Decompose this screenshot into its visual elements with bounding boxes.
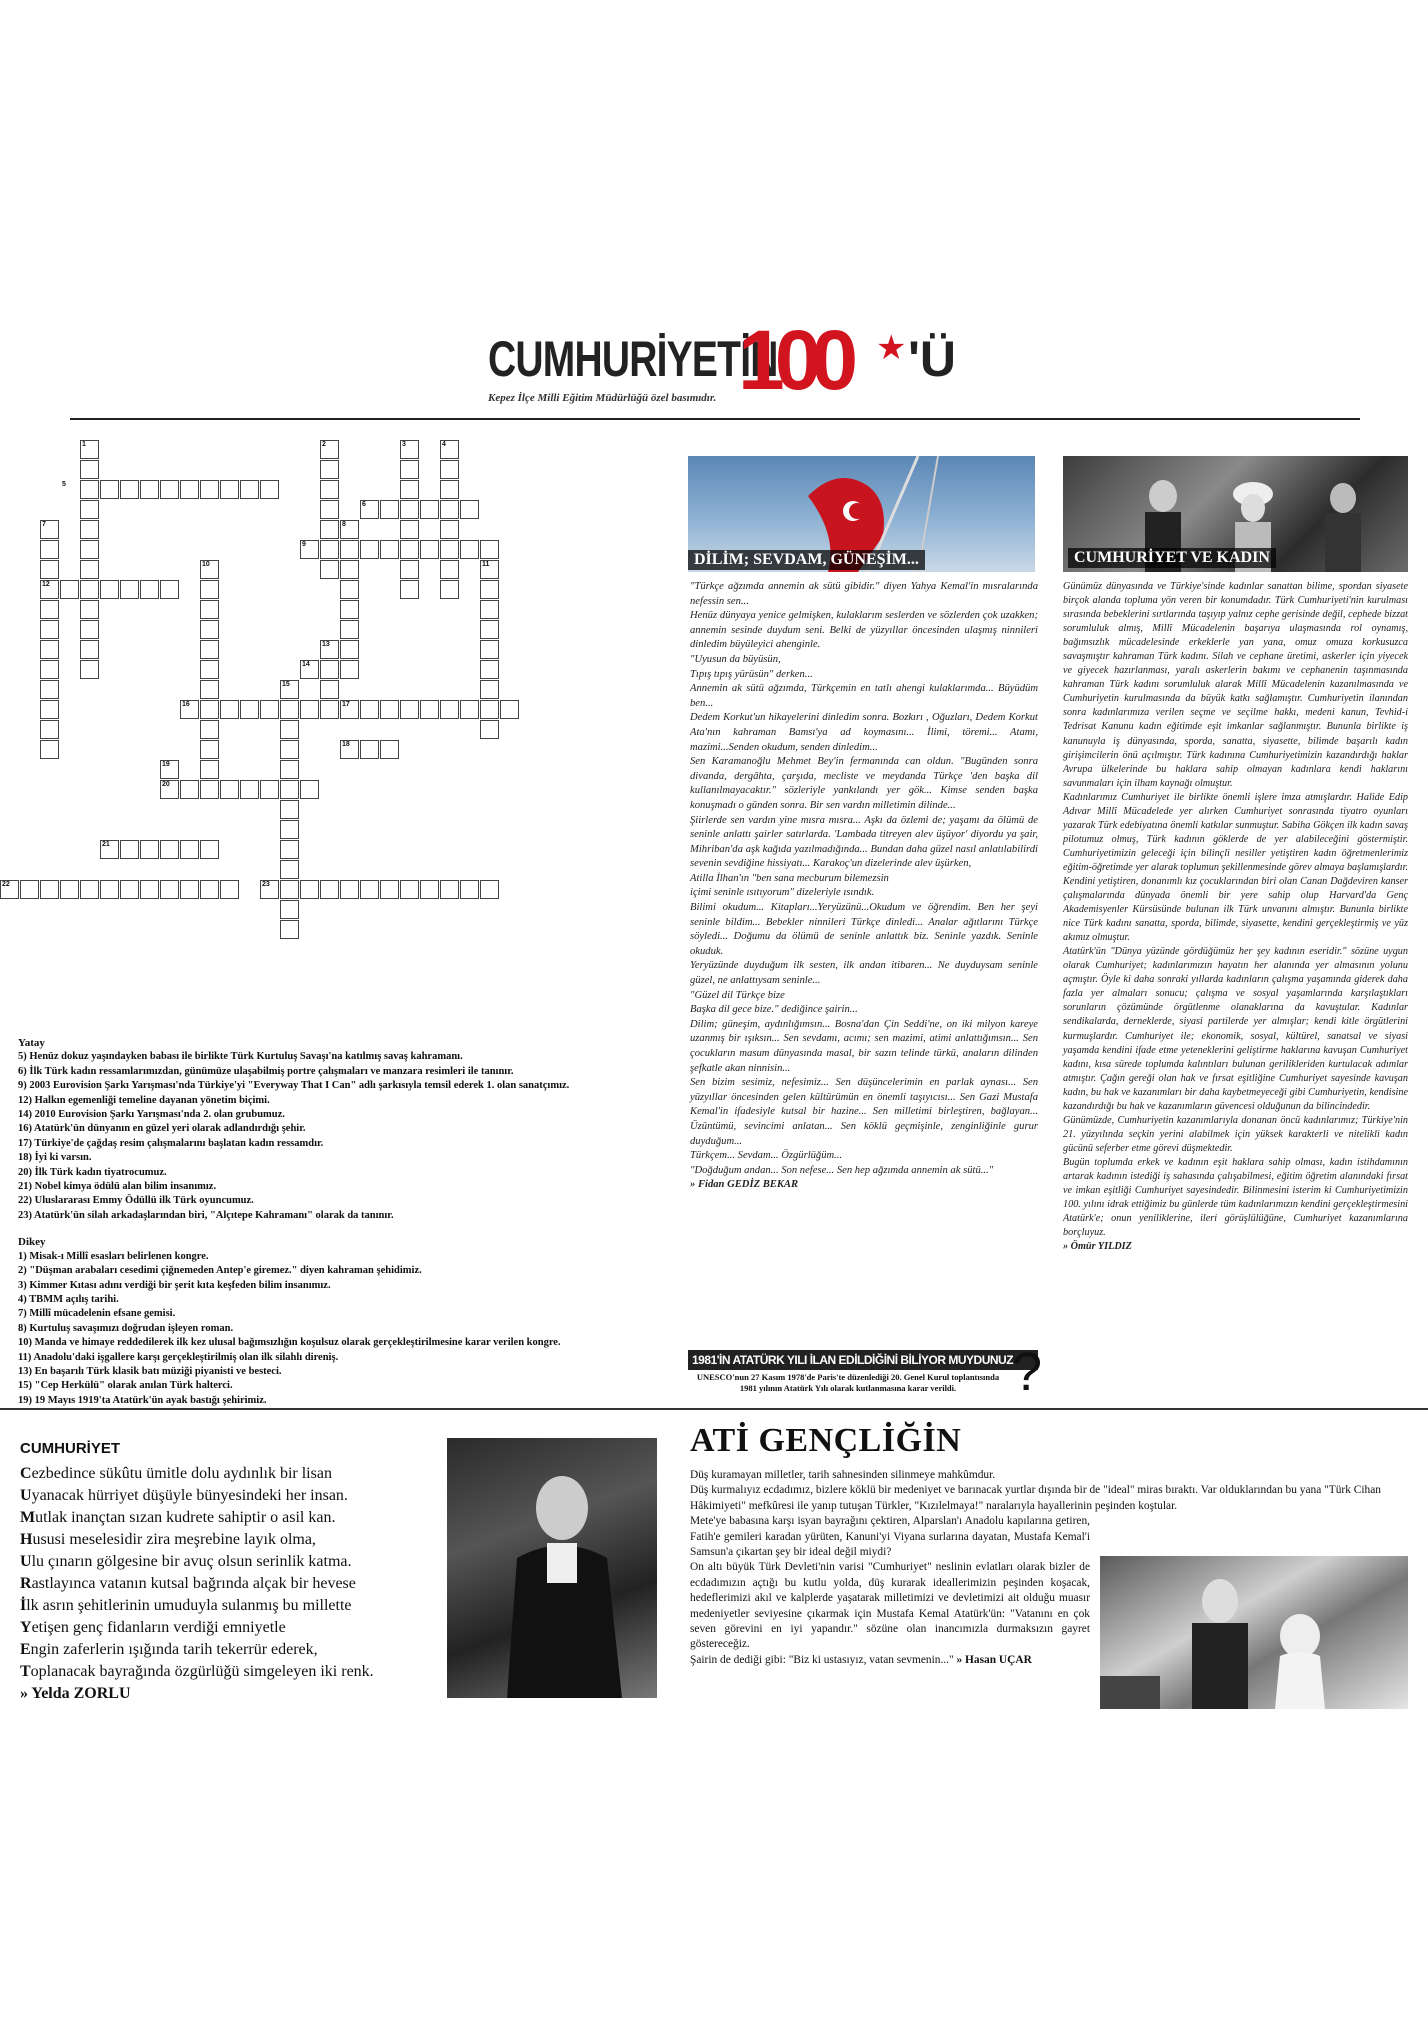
crossword-cell[interactable] bbox=[280, 840, 299, 859]
crossword-cell[interactable] bbox=[80, 880, 99, 899]
ataturk-speech-photo bbox=[447, 1438, 657, 1698]
clue-item: 11) Anadolu'daki işgallere karşı gerçekleştirilmiş olan ilk silahlı direniş. bbox=[18, 1351, 339, 1363]
crossword-cell[interactable] bbox=[340, 580, 359, 599]
crossword-cell[interactable] bbox=[260, 480, 279, 499]
poem-line bbox=[20, 1507, 374, 1529]
clue-number: 7 bbox=[42, 521, 46, 528]
crossword-cell[interactable] bbox=[380, 540, 399, 559]
article-paragraph: Dilim; güneşim, aydınlığımsın... Bosna'dan Çin Seddi'ne, on iki milyon kareye uzanmış bir ışıksın... Sen sevdamı, acımı; sen mazimi, atimi anlattığımsın... Sen çocukların masum dünyasında masal, bir sazın telinde türkü, anaların dilinden şefkatle akan ninnisin... bbox=[690, 1018, 1038, 1074]
crossword-cell[interactable] bbox=[120, 480, 139, 499]
article-paragraph: Günümüzde, Cumhuriyetin kazanımlarıyla donanan öncü kadınlarımız; Türkiye'nin 21. yüzyılında seçkin yerini alabilmek için yüksek karakterli ve nitelikli kadın gücünü seferber etme görevi düşmektedir. bbox=[1063, 1114, 1408, 1154]
crossword-cell[interactable] bbox=[320, 520, 339, 539]
crossword-cell[interactable] bbox=[40, 880, 59, 899]
crossword-cell[interactable] bbox=[440, 700, 459, 719]
clue-number: 8 bbox=[342, 521, 346, 528]
article-kadin-body bbox=[1063, 580, 1408, 1254]
crossword-cell[interactable] bbox=[180, 780, 199, 799]
poem-body bbox=[20, 1463, 374, 1705]
poem-line bbox=[20, 1529, 374, 1551]
clue-number: 14 bbox=[302, 661, 310, 668]
clue-number: 13 bbox=[322, 641, 330, 648]
clue-number: 17 bbox=[342, 701, 350, 708]
crossword-cell[interactable] bbox=[140, 580, 159, 599]
crossword-cell[interactable] bbox=[340, 660, 359, 679]
poem-initial: Y bbox=[20, 1619, 32, 1636]
crossword-cell[interactable] bbox=[320, 480, 339, 499]
ati-signature: » Hasan UÇAR bbox=[956, 1653, 1032, 1666]
poem-line-text: ususi meselesidir zira meşrebine layık olma, bbox=[32, 1531, 316, 1548]
poem-initial: U bbox=[20, 1553, 32, 1570]
clue-number: 20 bbox=[162, 781, 170, 788]
crossword-cell[interactable] bbox=[40, 720, 59, 739]
crossword-cell[interactable] bbox=[400, 580, 419, 599]
crossword-cell[interactable] bbox=[240, 480, 259, 499]
crossword-cell[interactable] bbox=[280, 800, 299, 819]
clue-number: 19 bbox=[162, 761, 170, 768]
crossword-cell[interactable] bbox=[280, 880, 299, 899]
clue-item: 10) Manda ve himaye reddedilerek ilk kez ulusal bağımsızlığın koşulsuz olarak gerçekleştirilmesine karar verilen kongre. bbox=[18, 1337, 561, 1349]
crossword-cell[interactable] bbox=[120, 880, 139, 899]
crossword-cell[interactable] bbox=[280, 700, 299, 719]
article-dil-body bbox=[690, 580, 1038, 1193]
article-paragraph: "Uyusun da büyüsün, bbox=[690, 653, 781, 665]
crossword-cell[interactable] bbox=[440, 560, 459, 579]
crossword-cell[interactable] bbox=[120, 580, 139, 599]
section-divider bbox=[0, 1408, 1428, 1410]
article-paragraph: Atilla İlhan'ın "ben sana mecburum bilemezsin bbox=[690, 872, 889, 884]
clue-number: 5 bbox=[62, 481, 66, 488]
crossword-cell[interactable] bbox=[360, 880, 379, 899]
poem-line-text: utlak inançtan sızan kudrete sahiptir o asil kan. bbox=[35, 1509, 336, 1526]
crossword-cell[interactable] bbox=[180, 880, 199, 899]
article-signature: » Ömür YILDIZ bbox=[1063, 1241, 1132, 1253]
crossword-cell[interactable] bbox=[320, 540, 339, 559]
article-paragraph: "Güzel dil Türkçe bize bbox=[690, 989, 785, 1001]
crossword-cell[interactable] bbox=[320, 660, 339, 679]
poem-initial: E bbox=[20, 1641, 31, 1658]
crossword-cell[interactable] bbox=[280, 780, 299, 799]
crossword-cell[interactable] bbox=[200, 840, 219, 859]
crossword-cell[interactable] bbox=[40, 740, 59, 759]
crossword-cell[interactable] bbox=[480, 700, 499, 719]
article-kadin-caption: CUMHURİYET VE KADIN bbox=[1068, 548, 1276, 568]
poem-line-text: lu çınarın gölgesine bir avuç olsun serinlik katma. bbox=[31, 1553, 352, 1570]
crossword-cell[interactable] bbox=[40, 680, 59, 699]
crossword-cell[interactable] bbox=[280, 920, 299, 939]
crossword-cell[interactable] bbox=[20, 880, 39, 899]
unesco-text: UNESCO'nun 27 Kasım 1978'de Paris'te düzenlediği 20. Genel Kurul toplantısında 1981 yılının Atatürk Yılı olarak kutlanmasına karar verildi. bbox=[696, 1372, 1000, 1393]
crossword-cell[interactable] bbox=[400, 500, 419, 519]
crossword-cell[interactable] bbox=[320, 460, 339, 479]
ataturk-children-photo bbox=[1100, 1556, 1408, 1709]
crossword-cell[interactable] bbox=[40, 660, 59, 679]
crossword-cell[interactable] bbox=[60, 880, 79, 899]
crossword-cell[interactable] bbox=[400, 460, 419, 479]
crossword-cell[interactable] bbox=[480, 880, 499, 899]
article-paragraph: "Doğduğum andan... Son nefese... Sen hep ağzımda annemin ak sütü..." bbox=[690, 1164, 994, 1176]
ati-paragraph: Düş kuramayan milletler, tarih sahnesinden silinmeye mahkûmdur. bbox=[690, 1469, 996, 1481]
clue-number: 18 bbox=[342, 741, 350, 748]
clue-item: 16) Atatürk'ün dünyanın en güzel yeri olarak adlandırdığı şehir. bbox=[18, 1123, 306, 1135]
article-paragraph: Şiirlerde sen vardın yine mısra mısra... Aşkı da özlemi de; yaşamı da ölümü de seninle anlattı şairler satırlarda. 'Lambada titreyen alev üşüyor' diyordu ya şair, Mihriban'da aşk kağıda yazılmadığında... Bundan daha güzel nasıl anlatılabilirdi sevenin sevdiğine hissiyatı... Karakoç'un dizelerinde alev üşürken, bbox=[690, 814, 1038, 870]
clue-number: 2 bbox=[322, 441, 326, 448]
article-paragraph: Tıpış tıpış yürüsün" derken... bbox=[690, 668, 813, 680]
crossword-cell[interactable] bbox=[220, 780, 239, 799]
crossword-cell[interactable] bbox=[200, 780, 219, 799]
crossword-cell[interactable] bbox=[480, 540, 499, 559]
crossword-cell[interactable] bbox=[200, 740, 219, 759]
clue-number: 12 bbox=[42, 581, 50, 588]
masthead-title: CUMHURİYETİN bbox=[488, 331, 778, 387]
crossword-cell[interactable] bbox=[280, 820, 299, 839]
crossword-cell[interactable] bbox=[180, 480, 199, 499]
crossword-cell[interactable] bbox=[340, 620, 359, 639]
crossword-cell[interactable] bbox=[300, 780, 319, 799]
poem-line-text: yanacak hürriyet düşüyle bünyesindeki her insan. bbox=[31, 1487, 348, 1504]
poem-line bbox=[20, 1463, 374, 1485]
crossword-cell[interactable] bbox=[200, 640, 219, 659]
crossword-cell[interactable] bbox=[260, 780, 279, 799]
crossword-cell[interactable] bbox=[100, 880, 119, 899]
crossword-cell[interactable] bbox=[140, 840, 159, 859]
crossword-cell[interactable] bbox=[340, 560, 359, 579]
clue-item: 1) Misak-ı Millî esasları belirlenen kongre. bbox=[18, 1250, 209, 1262]
crossword-cell[interactable] bbox=[320, 560, 339, 579]
crossword-cell[interactable] bbox=[280, 860, 299, 879]
poem-line-text: etişen genç fidanların verdiği emniyetle bbox=[31, 1619, 286, 1636]
crossword-cell[interactable] bbox=[440, 460, 459, 479]
crossword-cell[interactable] bbox=[320, 500, 339, 519]
crossword-cell[interactable] bbox=[80, 560, 99, 579]
crossword-cell[interactable] bbox=[320, 880, 339, 899]
poem-initial: H bbox=[20, 1531, 33, 1548]
crossword-cell[interactable] bbox=[200, 720, 219, 739]
crossword-cell[interactable] bbox=[180, 840, 199, 859]
clue-item: 23) Atatürk'ün silah arkadaşlarından biri, "Alçıtepe Kahramanı" olarak da tanınır. bbox=[18, 1209, 394, 1221]
clue-number: 11 bbox=[482, 561, 490, 568]
crossword-cell[interactable] bbox=[360, 700, 379, 719]
clue-number: 16 bbox=[182, 701, 190, 708]
article-paragraph: Başka dil gece bize." dediğince şairin... bbox=[690, 1004, 858, 1016]
clue-item: 6) İlk Türk kadın ressamlarımızdan, günümüze ulaşabilmiş portre çalışmaları ve manzara resimleri ile tanınır. bbox=[18, 1065, 514, 1077]
crossword-cell[interactable] bbox=[460, 880, 479, 899]
crossword-cell[interactable] bbox=[480, 580, 499, 599]
crossword-cell[interactable] bbox=[400, 540, 419, 559]
crossword-cell[interactable] bbox=[80, 640, 99, 659]
crossword-cell[interactable] bbox=[200, 700, 219, 719]
crossword-cell[interactable] bbox=[200, 880, 219, 899]
article-paragraph: Atatürk'ün "Dünya yüzünde gördüğümüz her şey kadının eseridir." sözüne uygun olarak Cumhuriyet; kadınlarımızın hayatın her alanında yer almasının yolunu açmıştır. Öyle ki daha sonraki yıllarda kadınların çalışma yaşamında giderek daha fazla yer almaları sonucu; çalışma ve sosyal yaşamlarında karşılaştıkları sorunların çözümünde örgütlenme olanaklarına da kavuştular. Kadınlar sendikalarda, derneklerde, siyasi partilerde yer almışlar; kendi kitle örgütlerini kurmuşlardır. Cumhuriyet ile; ekonomik, sosyal, kültürel, sanatsal ve siyasi yaşamda kendini ifade etme yeteneklerini geliştirme haklarına kavuşan Cumhuriyet kadını, kısa sürede toplumda kalıntıları bulunan gerilikleriden kurtulacak adımlar atmıştır. Çağın gereği olan hak ve fırsat eşitliğine Cumhuriyet sayesinde kavuşan kadın, bu hak ve kazanımları bir daha kaybetmeyeceği gibi Cumhuriyetin, kendisine kazandırdığı bu hak ve kazanımların güvencesi olduğunun da bilincindedir. bbox=[1063, 946, 1408, 1112]
clue-item: 12) Halkın egemenliği temeline dayanan yönetim biçimi. bbox=[18, 1094, 270, 1106]
crossword-cell[interactable] bbox=[480, 680, 499, 699]
poem-line-text: astlayınca vatanın kutsal bağrında alçak bir hevese bbox=[31, 1575, 356, 1592]
crossword-cell[interactable] bbox=[200, 620, 219, 639]
crossword-cell[interactable] bbox=[460, 500, 479, 519]
crossword-cell[interactable] bbox=[200, 660, 219, 679]
ati-paragraph: Mete'ye babasına karşı isyan bayrağını çektiren, Alparslan'ı Anadolu kapılarına getiren, Fatih'e gemileri karadan yürüten, Kanuni'yi Viyana surlarına dayatan, Mustafa Kemal'i Samsun'a çıkartan şey bir ideal değil miydi? bbox=[690, 1515, 1090, 1559]
crossword-grid bbox=[0, 440, 680, 1030]
crossword-cell[interactable] bbox=[40, 640, 59, 659]
crossword-cell[interactable] bbox=[460, 700, 479, 719]
crossword-cell[interactable] bbox=[380, 880, 399, 899]
crossword-cell[interactable] bbox=[320, 680, 339, 699]
poem-line bbox=[20, 1661, 374, 1683]
article-paragraph: Sen bizim sesimiz, nefesimiz... Sen düşüncelerimin en parlak aynası... Sen yüzyıllar öncesinden gelen kültürümün en önemli taşıyıcısı... Sen Gazi Mustafa Kemal'in ifadesiyle kutsal bir hazine... Sen milletimi birleştiren, bağlayan... Üzüntümü, sevincimi anlatan... Sen köklü geçmişinle, zenginliğinle gurur duyduğum... bbox=[690, 1077, 1038, 1147]
ati-paragraph: Düş kurmalıyız ecdadımız, bizlere köklü bir medeniyet ve barınacak yurtlar dışında bir de "ideal" miras bıraktı. Var olduklarından bu yana "Türk Cihan Hâkimiyeti" mefkûresi ile yanıp tutuşan Türkler, "Kızılelmaya!" naralarıyla hayallerinin peşinden koştular. bbox=[690, 1484, 1381, 1512]
crossword-cell[interactable] bbox=[80, 520, 99, 539]
question-mark-icon: ? bbox=[1012, 1342, 1043, 1402]
crossword-cell[interactable] bbox=[320, 700, 339, 719]
crossword-cell[interactable] bbox=[480, 720, 499, 739]
clue-item: 17) Türkiye'de çağdaş resim çalışmalarını başlatan kadın ressamdır. bbox=[18, 1137, 324, 1149]
header-divider bbox=[70, 418, 1360, 420]
crossword-cell[interactable] bbox=[80, 480, 99, 499]
crossword-cell[interactable] bbox=[400, 700, 419, 719]
crossword-cell[interactable] bbox=[360, 740, 379, 759]
crossword-cell[interactable] bbox=[300, 700, 319, 719]
article-paragraph: Dedem Korkut'un hikayelerini dinledim sonra. Bozkırı , Oğuzları, Dedem Korkut Ata'nın kahraman Bamsı'ya ad koymasını... İlimi, töremi... Atamı, mazimi...Senden okudum, senden dinledim... bbox=[690, 712, 1038, 753]
clue-number: 23 bbox=[262, 881, 270, 888]
ati-paragraph: On altı büyük Türk Devleti'nin varisi "Cumhuriyet" neslinin evlatları olarak bizler de ecdadımızın açtığı bu kutlu yolda, düş kurarak ideallerimizin peşinden koşacak, hedeflerimizi akıl ve kalplerde yaşatarak milletimizi ve devletimizi ait olduğu muasır medeniyetler seviyesine çıkarmak için Mustafa Kemal Atatürk'ün: "Vatanını en çok seven görevini en iyi yapandır." sözüne olan inancımızla durmaksızın gayret göstereceğiz. bbox=[690, 1561, 1090, 1651]
clue-number: 6 bbox=[362, 501, 366, 508]
crossword-cell[interactable] bbox=[220, 880, 239, 899]
clue-item: 21) Nobel kimya ödülü alan bilim insanımız. bbox=[18, 1181, 217, 1193]
poem-signature: » Yelda ZORLU bbox=[20, 1685, 131, 1702]
article-paragraph: Bugün toplumda erkek ve kadının eşit haklara sahip olması, kadın istihdamının artarak kadının istediği iş sahasında çalışabilmesi, eğitim öğretim alanındaki fırsat ve imkan eşitliği Cumhuriyet sayesindedir. Bilinmesini isterim ki Cumhuriyetimizin 100. yılını idrak ettiğimiz bu günlerde tüm kadınlarımızın kendini gerçekleştirmesini Atatürk'e; onun yeniliklerine, ileri görüşlülüğüne, Cumhuriyet kazanımlarına borçluyuz. bbox=[1063, 1156, 1408, 1239]
article-paragraph: Türkçem... Sevdam... Özgürlüğüm... bbox=[690, 1150, 843, 1162]
unesco-banner: 1981'İN ATATÜRK YILI İLAN EDİLDİĞİNİ BİLİYOR MUYDUNUZ bbox=[688, 1350, 1038, 1370]
crossword-cell[interactable] bbox=[160, 880, 179, 899]
crossword-cell[interactable] bbox=[200, 600, 219, 619]
ati-paragraph: Şairin de dediği gibi: "Biz ki ustasıyız, vatan sevmenin..." bbox=[690, 1653, 954, 1666]
clue-item: 3) Kimmer Kıtası adını verdiği bir şerit kıta keşfeden bilim insanımız. bbox=[18, 1279, 331, 1291]
poem-line-text: ezbedince sükûtu ümitle dolu aydınlık bir lisan bbox=[31, 1465, 332, 1482]
down-heading: Dikey bbox=[18, 1236, 46, 1249]
poem-line-text: lk asrın şehitlerinin umuduyla sulanmış bu millette bbox=[26, 1597, 352, 1614]
crossword-cell[interactable] bbox=[260, 700, 279, 719]
article-paragraph: Bilimi okudum... Kitapları...Yeryüzünü...Okudum ve öğrendim. Ben her şeyi seninle bildim... Bebekler ninnileri Türkçe dinledi... Analar ağıtlarını Türkçe söyledi... Doğumu da ölümü de seninle anlattık biz. Seninle yazdık. Seninle okuduk. bbox=[690, 902, 1038, 957]
crossword-cell[interactable] bbox=[100, 580, 119, 599]
crossword-cell[interactable] bbox=[440, 540, 459, 559]
down-clue-list bbox=[18, 1250, 688, 1408]
clue-number: 1 bbox=[82, 441, 86, 448]
poem-title: CUMHURİYET bbox=[20, 1440, 120, 1457]
crossword-cell[interactable] bbox=[340, 880, 359, 899]
poem-line bbox=[20, 1639, 374, 1661]
clue-item: 15) "Cep Herkülü" olarak anılan Türk halterci. bbox=[18, 1380, 233, 1392]
clue-number: 15 bbox=[282, 681, 290, 688]
clue-item: 19) 19 Mayıs 1919'ta Atatürk'ün ayak bastığı şehirimiz. bbox=[18, 1394, 267, 1406]
crossword-cell[interactable] bbox=[420, 880, 439, 899]
crossword-cell[interactable] bbox=[120, 840, 139, 859]
masthead-subtitle: Kepez İlçe Milli Eğitim Müdürlüğü özel basımıdır. bbox=[488, 392, 717, 404]
crossword-cell[interactable] bbox=[380, 700, 399, 719]
clue-item: 5) Henüz dokuz yaşındayken babası ile birlikte Türk Kurtuluş Savaşı'na katılmış savaş kahramanı. bbox=[18, 1051, 463, 1063]
crossword-cell[interactable] bbox=[340, 600, 359, 619]
poem-initial: İ bbox=[20, 1597, 27, 1614]
article-paragraph: Kadınlarımız Cumhuriyet ile birlikte önemli işlere imza atmışlardır. Halide Edip Adıvar Millî Mücadelede yer alırken Cumhuriyet sonrasında tiyatro oyunları yazarak Türk edebiyatına önemli katkılar sunmuştur. Sabiha Gökçen ilk kadın savaş pilotumuz olmuş, Türk kadının göklerde de yer alabileceğini göstermiştir. Cumhuriyetimizin geleceği için bilinçli nesiller yetiştiren kadın öğretmenlerimiz eğitim-öğretimde yer alarak toplumun şekillenmesinde görev almaya başlamışlardır. Kendini yetiştiren, donanımlı kız çocuklarından biri olan Canan Dağdeviren kanser çalışmalarında dünyada önemli bir yere sahip olup Harvard'da Genç Akademisyenler Kürsüsünde bulunan ilk Türk unvanını almıştır. Bununla birlikte nice Türk kadını sanatta, sporda, bilimde, siyasette, kendini gerçekleştirmiş ve yüz akımız olmuştur. bbox=[1063, 791, 1408, 944]
clue-item: 7) Millî mücadelenin efsane gemisi. bbox=[18, 1308, 176, 1320]
clue-item: 18) İyi ki varsın. bbox=[18, 1152, 92, 1164]
clue-number: 10 bbox=[202, 561, 210, 568]
crossword-cell[interactable] bbox=[420, 500, 439, 519]
clue-item: 9) 2003 Eurovision Şarkı Yarışması'nda Türkiye'yi "Everyway That I Can" adlı şarkısıyla temsil ederek 1. olan sanatçımız. bbox=[18, 1080, 570, 1092]
crossword-cell[interactable] bbox=[420, 540, 439, 559]
across-heading: Yatay bbox=[18, 1037, 45, 1049]
crossword-cell[interactable] bbox=[440, 480, 459, 499]
crossword-cell[interactable] bbox=[500, 700, 519, 719]
poem-initial: U bbox=[20, 1487, 32, 1504]
crossword-cell[interactable] bbox=[80, 580, 99, 599]
article-paragraph: "Türkçe ağzımda annemin ak sütü gibidir." diyen Yahya Kemal'in mısralarında nefessin sen... bbox=[690, 581, 1038, 607]
clue-number: 22 bbox=[2, 881, 10, 888]
star-icon: ★ bbox=[876, 330, 907, 367]
masthead-100: 100 bbox=[738, 313, 849, 407]
crossword-cell[interactable] bbox=[300, 880, 319, 899]
crossword-cell[interactable] bbox=[80, 460, 99, 479]
crossword-cell[interactable] bbox=[340, 540, 359, 559]
poem-initial: C bbox=[20, 1465, 32, 1482]
poem-line-text: ngin zaferlerin ışığında tarih tekerrür ederek, bbox=[30, 1641, 318, 1658]
article-signature: » Fidan GEDİZ BEKAR bbox=[690, 1179, 799, 1191]
crossword-cell[interactable] bbox=[100, 480, 119, 499]
crossword-cell[interactable] bbox=[200, 580, 219, 599]
crossword-cell[interactable] bbox=[360, 540, 379, 559]
crossword-cell[interactable] bbox=[80, 620, 99, 639]
article-paragraph: içimi seninle ısıtıyorum" dizeleriyle ısındık. bbox=[690, 887, 875, 899]
clue-number: 21 bbox=[102, 841, 110, 848]
crossword-cell[interactable] bbox=[200, 760, 219, 779]
crossword-cell[interactable] bbox=[420, 700, 439, 719]
crossword-cell[interactable] bbox=[40, 700, 59, 719]
crossword-cell[interactable] bbox=[440, 500, 459, 519]
crossword-cell[interactable] bbox=[440, 580, 459, 599]
crossword-cell[interactable] bbox=[40, 620, 59, 639]
poem-line bbox=[20, 1595, 374, 1617]
ati-title: ATİ GENÇLİĞİN bbox=[690, 1422, 962, 1459]
crossword-cell[interactable] bbox=[400, 560, 419, 579]
crossword-cell[interactable] bbox=[380, 740, 399, 759]
clue-number: 9 bbox=[302, 541, 306, 548]
crossword-clues bbox=[18, 1032, 688, 1408]
clue-item: 4) TBMM açılış tarihi. bbox=[18, 1293, 119, 1305]
crossword-cell[interactable] bbox=[280, 760, 299, 779]
crossword-cell[interactable] bbox=[440, 520, 459, 539]
poem-line bbox=[20, 1573, 374, 1595]
crossword-cell[interactable] bbox=[160, 480, 179, 499]
clue-item: 22) Uluslararası Emmy Ödüllü ilk Türk oyuncumuz. bbox=[18, 1195, 254, 1207]
article-dil-caption: DİLİM; SEVDAM, GÜNEŞİM... bbox=[688, 550, 925, 570]
crossword-cell[interactable] bbox=[280, 720, 299, 739]
crossword-cell[interactable] bbox=[40, 540, 59, 559]
crossword-cell[interactable] bbox=[200, 480, 219, 499]
article-paragraph: Sen Karamanoğlu Mehmet Bey'in fermanında can oldun. "Bugünden sonra divanda, dergâhta, çarşıda, mecliste ve meydanda Türkçe 'den başka dil kullanılmayacaktır." sözleriyle yankılandı yer gök... Kimse senden başka konuşmadı o günden sonra. Bir sen vardın milletimin dilinde... bbox=[690, 756, 1038, 811]
clue-item: 13) En başarılı Türk klasik batı müziği piyanisti ve besteci. bbox=[18, 1365, 282, 1377]
article-paragraph: Yeryüzünde duyduğum ilk sesten, ilk andan itibaren... Ne duyduysam seninle güzel, ne anlattıysam seninle... bbox=[690, 960, 1038, 987]
poem-initial: R bbox=[20, 1575, 32, 1592]
clue-number: 3 bbox=[402, 441, 406, 448]
crossword-cell[interactable] bbox=[480, 660, 499, 679]
crossword-cell[interactable] bbox=[480, 640, 499, 659]
crossword-cell[interactable] bbox=[160, 840, 179, 859]
crossword-cell[interactable] bbox=[400, 520, 419, 539]
crossword-cell[interactable] bbox=[400, 880, 419, 899]
article-paragraph: Annemin ak sütü ağzımda, Türkçemin en tatlı ahengi kulaklarımda... Büyüdüm ben... bbox=[690, 683, 1038, 709]
crossword-cell[interactable] bbox=[140, 480, 159, 499]
clue-item: 2) "Düşman arabaları cesedimi çiğnemeden Antep'e giremez." diyen kahraman şehidimiz. bbox=[18, 1265, 422, 1277]
poem-line bbox=[20, 1551, 374, 1573]
poem-initial: T bbox=[20, 1663, 31, 1680]
crossword-cell[interactable] bbox=[280, 740, 299, 759]
crossword-cell[interactable] bbox=[480, 620, 499, 639]
poem-line bbox=[20, 1617, 374, 1639]
crossword-cell[interactable] bbox=[460, 540, 479, 559]
crossword-cell[interactable] bbox=[480, 600, 499, 619]
crossword-cell[interactable] bbox=[40, 600, 59, 619]
crossword-cell[interactable] bbox=[80, 500, 99, 519]
crossword-cell[interactable] bbox=[380, 500, 399, 519]
clue-item: 14) 2010 Eurovision Şarkı Yarışması'nda 2. olan grubumuz. bbox=[18, 1109, 285, 1121]
crossword-cell[interactable] bbox=[40, 560, 59, 579]
clue-number: 4 bbox=[442, 441, 446, 448]
crossword-cell[interactable] bbox=[80, 600, 99, 619]
across-clue-list bbox=[18, 1050, 688, 1223]
crossword-cell[interactable] bbox=[200, 680, 219, 699]
article-paragraph: Günümüz dünyasında ve Türkiye'sinde kadınlar sanattan bilime, spordan siyasete birçok alanda topluma yön veren bir konumdadır. Türk Cumhuriyeti'nin kurulması sırasında bebeklerini sırtlarında taşıyıp yalnız cephe gerisinde değil, cephede bizzat sorumluluk almış, Millî Mücadelenin başarıya ulaşmasında rol oynamış, bağımsızlık mücadelesinde erkeklerle yan yana, omuz omuza korkusuzca savaşmıştır kahraman Türk kadını. Silah ve cephane üretimi, askerler için yiyecek ve giyecek hazırlanması, yaralı askerlerin bakımı ve cephanenin taşınmasında kahraman Türk kadını sorumluluk alarak Millî Mücadelenin kazanılmasında ve Cumhuriyetin kurulmasında da büyük katkı sağlamıştır. Cumhuriyetin ilanından sonra kadınlarımıza verilen seçme ve seçilme hakkı, medeni kanun, Tevhid-i Tedrisat Kanunu kadın eğitimde eşit imkanlar sağlanmıştır. Bununla birlikte iş kanunuyla iş dünyasında, sporda, sanatta, siyasette, bilimde başarılı kadın girişimcilerin önü açılmıştır. Türk kadınına Cumhuriyetimizin kazandırdığı haklar Avrupa ülkelerinde bu haklara sahip olmayan kadınlara kendi haklarını savunmaları için ilham kaynağı olmuştur. bbox=[1063, 581, 1408, 789]
article-paragraph: Henüz dünyaya yenice gelmişken, kulaklarım seslerden ve sözlerden çok uzakken; annemin sesinde duydum seni. Belki de yüzyıllar öncesinden ulaşmış ninnileri dinledim büyüleyici ahenginle. bbox=[690, 610, 1038, 651]
crossword-cell[interactable] bbox=[140, 880, 159, 899]
poem-line-text: oplanacak bayrağında özgürlüğü simgeleyen iki renk. bbox=[30, 1663, 374, 1680]
crossword-cell[interactable] bbox=[220, 480, 239, 499]
crossword-cell[interactable] bbox=[340, 640, 359, 659]
crossword-cell[interactable] bbox=[60, 580, 79, 599]
poem-line bbox=[20, 1485, 374, 1507]
crossword-cell[interactable] bbox=[400, 480, 419, 499]
crossword-cell[interactable] bbox=[160, 580, 179, 599]
clue-item: 8) Kurtuluş savaşımızı doğrudan işleyen roman. bbox=[18, 1322, 234, 1334]
crossword-cell[interactable] bbox=[80, 660, 99, 679]
poem-initial: M bbox=[20, 1509, 36, 1526]
clue-item: 20) İlk Türk kadın tiyatrocumuz. bbox=[18, 1166, 167, 1178]
masthead-suffix: 'Ü bbox=[908, 331, 956, 387]
crossword-cell[interactable] bbox=[240, 780, 259, 799]
crossword-cell[interactable] bbox=[220, 700, 239, 719]
crossword-cell[interactable] bbox=[80, 540, 99, 559]
crossword-cell[interactable] bbox=[280, 900, 299, 919]
crossword-cell[interactable] bbox=[440, 880, 459, 899]
crossword-cell[interactable] bbox=[240, 700, 259, 719]
